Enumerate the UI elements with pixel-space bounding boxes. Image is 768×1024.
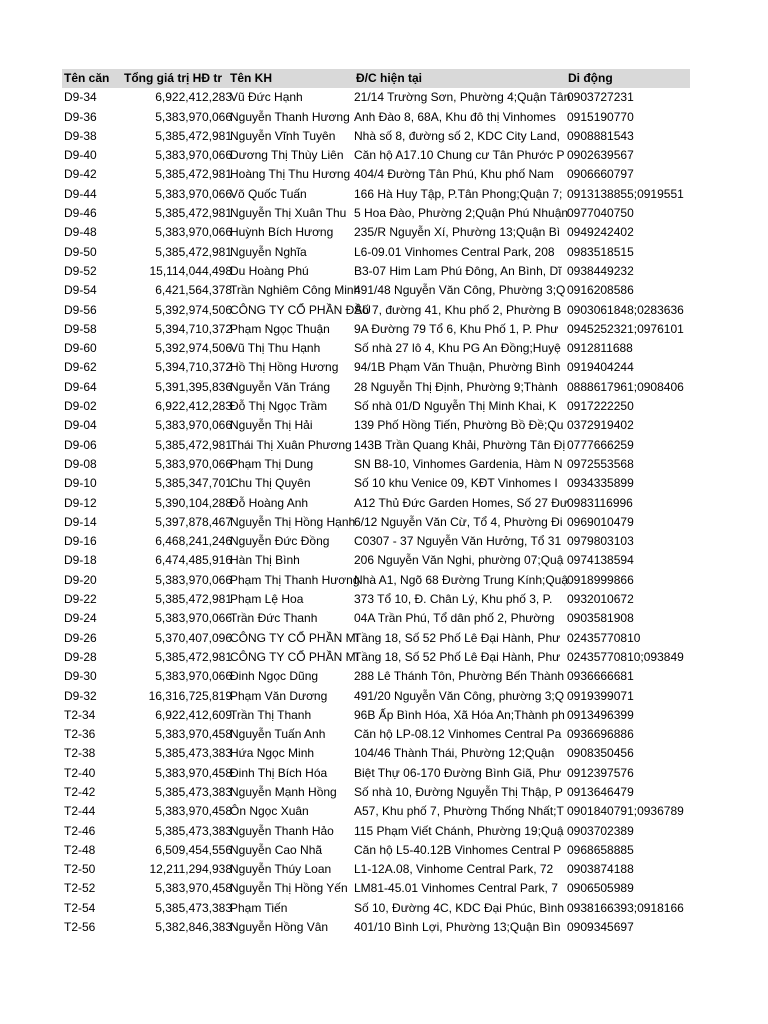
cell-ten-kh[interactable]: Võ Quốc Tuấn	[230, 186, 307, 201]
cell-ten-can[interactable]: D9-16	[64, 534, 97, 549]
cell-tong-gia-tri[interactable]: 5,397,878,467	[155, 514, 232, 529]
cell-di-dong[interactable]: 0916208586	[567, 283, 634, 298]
table-row	[62, 358, 690, 377]
cell-dia-chi[interactable]: 143B Trần Quang Khải, Phường Tân Đị	[354, 437, 566, 452]
cell-di-dong[interactable]: 0972553568	[567, 456, 634, 471]
cell-ten-kh[interactable]: Nguyễn Tuấn Anh	[230, 727, 326, 742]
header-ten-can[interactable]: Tên căn	[64, 71, 110, 85]
cell-ten-can[interactable]: T2-48	[64, 842, 96, 857]
cell-ten-kh[interactable]: Trần Đức Thanh	[230, 611, 318, 626]
cell-di-dong[interactable]: 0918999866	[567, 572, 634, 587]
table-row	[62, 667, 690, 686]
cell-ten-can[interactable]: T2-36	[64, 727, 96, 742]
cell-dia-chi[interactable]: L6-09.01 Vinhomes Central Park, 208	[354, 244, 555, 259]
cell-ten-can[interactable]: T2-42	[64, 784, 96, 799]
cell-tong-gia-tri[interactable]: 5,385,472,981	[155, 167, 232, 182]
table-row	[62, 532, 690, 551]
table-row	[62, 339, 690, 358]
cell-di-dong[interactable]: 0906505989	[567, 881, 634, 896]
cell-ten-can[interactable]: D9-06	[64, 437, 97, 452]
cell-tong-gia-tri[interactable]: 5,385,472,981	[155, 649, 232, 664]
table-row	[62, 744, 690, 763]
cell-tong-gia-tri[interactable]: 5,385,473,383	[155, 823, 232, 838]
cell-ten-kh[interactable]: Phạm Ngọc Thuận	[230, 321, 330, 336]
cell-tong-gia-tri[interactable]: 6,922,412,283	[155, 399, 232, 414]
cell-dia-chi[interactable]: Anh Đào 8, 68A, Khu đô thị Vinhomes	[354, 109, 556, 124]
cell-ten-can[interactable]: T2-40	[64, 765, 96, 780]
cell-di-dong[interactable]: 0908881543	[567, 128, 634, 143]
cell-ten-can[interactable]: D9-52	[64, 263, 97, 278]
cell-ten-can[interactable]: D9-04	[64, 418, 97, 433]
cell-ten-can[interactable]: T2-38	[64, 746, 96, 761]
cell-ten-can[interactable]: T2-54	[64, 900, 96, 915]
spreadsheet	[62, 69, 690, 937]
table-row	[62, 687, 690, 706]
cell-ten-can[interactable]: D9-34	[64, 90, 97, 105]
cell-tong-gia-tri[interactable]: 6,509,454,556	[155, 842, 232, 857]
cell-dia-chi[interactable]: 491/48 Nguyễn Văn Công, Phường 3;Q	[354, 283, 566, 298]
cell-ten-kh[interactable]: Nguyễn Vĩnh Tuyên	[230, 128, 336, 143]
cell-ten-kh[interactable]: Nguyễn Thúy Loan	[230, 862, 332, 877]
cell-tong-gia-tri[interactable]: 5,394,710,372	[155, 321, 232, 336]
table-row	[62, 551, 690, 570]
cell-di-dong[interactable]: 0909345697	[567, 920, 634, 935]
cell-dia-chi[interactable]: 288 Lê Thánh Tôn, Phường Bến Thành	[354, 669, 565, 684]
cell-di-dong[interactable]: 0936666681	[567, 669, 634, 684]
cell-di-dong[interactable]: 02435770810;093849	[567, 649, 684, 664]
cell-tong-gia-tri[interactable]: 5,383,970,066	[155, 572, 232, 587]
cell-dia-chi[interactable]: 6/12 Nguyễn Văn Cừ, Tổ 4, Phường Đi	[354, 514, 563, 529]
table-row	[62, 879, 690, 898]
cell-di-dong[interactable]: 0979803103	[567, 534, 634, 549]
cell-ten-can[interactable]: D9-24	[64, 611, 97, 626]
cell-ten-can[interactable]: D9-60	[64, 341, 97, 356]
table-row	[62, 725, 690, 744]
cell-tong-gia-tri[interactable]: 5,385,472,981	[155, 128, 232, 143]
table-row	[62, 474, 690, 493]
cell-ten-can[interactable]: D9-54	[64, 283, 97, 298]
cell-ten-kh[interactable]: Đỗ Thị Ngọc Trầm	[230, 399, 328, 414]
cell-di-dong[interactable]: 0906660797	[567, 167, 634, 182]
cell-di-dong[interactable]: 0903061848;0283636	[567, 302, 684, 317]
cell-ten-kh[interactable]: Phạm Tiến	[230, 900, 288, 915]
cell-dia-chi[interactable]: Tầng 18, Số 52 Phố Lê Đại Hành, Phư	[354, 630, 561, 645]
table-row	[62, 899, 690, 918]
cell-di-dong[interactable]: 0919399071	[567, 688, 634, 703]
cell-ten-kh[interactable]: Vũ Thị Thu Hạnh	[230, 341, 321, 356]
cell-dia-chi[interactable]: 104/46 Thành Thái, Phường 12;Quận	[354, 746, 555, 761]
cell-di-dong[interactable]: 0901840791;0936789	[567, 804, 684, 819]
table-row	[62, 185, 690, 204]
cell-di-dong[interactable]: 0938449232	[567, 263, 634, 278]
cell-ten-can[interactable]: D9-08	[64, 456, 97, 471]
table-row	[62, 281, 690, 300]
cell-ten-kh[interactable]: Nguyễn Hồng Vân	[230, 920, 329, 935]
cell-ten-can[interactable]: T2-44	[64, 804, 96, 819]
table-body	[62, 88, 690, 937]
cell-dia-chi[interactable]: Biệt Thự 06-170 Đường Bình Giã, Phư	[354, 765, 562, 780]
table-row	[62, 455, 690, 474]
cell-dia-chi[interactable]: 401/10 Bình Lợi, Phường 13;Quận Bìn	[354, 920, 561, 935]
cell-ten-can[interactable]: D9-28	[64, 649, 97, 664]
cell-ten-kh[interactable]: Hứa Ngọc Minh	[230, 746, 315, 761]
cell-tong-gia-tri[interactable]: 16,316,725,819	[148, 688, 232, 703]
cell-ten-can[interactable]: D9-20	[64, 572, 97, 587]
table-row	[62, 320, 690, 339]
cell-ten-can[interactable]: D9-18	[64, 553, 97, 568]
table-row	[62, 609, 690, 628]
table-row	[62, 262, 690, 281]
cell-ten-can[interactable]: D9-58	[64, 321, 97, 336]
cell-ten-kh[interactable]: Nguyễn Nghĩa	[230, 244, 307, 259]
table-row	[62, 88, 690, 107]
table-row	[62, 223, 690, 242]
table-row	[62, 822, 690, 841]
cell-ten-kh[interactable]: Hàn Thị Bình	[230, 553, 300, 568]
cell-tong-gia-tri[interactable]: 5,370,407,096	[155, 630, 232, 645]
table-row	[62, 204, 690, 223]
cell-ten-kh[interactable]: Nguyễn Cao Nhã	[230, 842, 323, 857]
table-row	[62, 648, 690, 667]
table-row	[62, 590, 690, 609]
cell-tong-gia-tri[interactable]: 5,394,710,372	[155, 360, 232, 375]
cell-ten-kh[interactable]: Nguyễn Mạnh Hồng	[230, 784, 337, 799]
table-row	[62, 629, 690, 648]
cell-di-dong[interactable]: 0908350456	[567, 746, 634, 761]
cell-dia-chi[interactable]: 96B Ấp Bình Hóa, Xã Hóa An;Thành ph	[354, 707, 565, 722]
cell-ten-can[interactable]: D9-26	[64, 630, 97, 645]
cell-ten-kh[interactable]: Nguyễn Thanh Hương	[230, 109, 350, 124]
cell-ten-can[interactable]: T2-56	[64, 920, 96, 935]
cell-di-dong[interactable]: 0969010479	[567, 514, 634, 529]
table-row	[62, 494, 690, 513]
table-row	[62, 436, 690, 455]
header-row	[62, 69, 690, 88]
cell-tong-gia-tri[interactable]: 5,383,970,066	[155, 611, 232, 626]
cell-dia-chi[interactable]: Nhà A1, Ngõ 68 Đường Trung Kính;Quậ	[354, 572, 569, 587]
cell-di-dong[interactable]: 0912397576	[567, 765, 634, 780]
cell-ten-can[interactable]: D9-02	[64, 399, 97, 414]
cell-dia-chi[interactable]: 94/1B Phạm Văn Thuận, Phường Bình	[354, 360, 561, 375]
cell-di-dong[interactable]: 0974138594	[567, 553, 634, 568]
table-row	[62, 783, 690, 802]
cell-ten-kh[interactable]: Phạm Thị Dung	[230, 456, 314, 471]
cell-ten-kh[interactable]: Trần Nghiêm Công Minh	[230, 283, 361, 298]
cell-di-dong[interactable]: 0919404244	[567, 360, 634, 375]
cell-ten-kh[interactable]: Hồ Thị Hồng Hương	[230, 360, 339, 375]
cell-ten-kh[interactable]: Ôn Ngọc Xuân	[230, 804, 309, 819]
cell-ten-kh[interactable]: CÔNG TY CỔ PHẦN ĐẦU	[230, 302, 371, 317]
cell-tong-gia-tri[interactable]: 5,383,970,458	[155, 727, 232, 742]
cell-di-dong[interactable]: 0777666259	[567, 437, 634, 452]
table-row	[62, 378, 690, 397]
cell-tong-gia-tri[interactable]: 5,383,970,458	[155, 765, 232, 780]
cell-ten-can[interactable]: D9-46	[64, 206, 97, 221]
cell-di-dong[interactable]: 0983116996	[567, 495, 633, 510]
cell-di-dong[interactable]: 0903581908	[567, 611, 634, 626]
cell-tong-gia-tri[interactable]: 5,392,974,506	[155, 341, 232, 356]
table-row	[62, 513, 690, 532]
cell-dia-chi[interactable]: 139 Phố Hồng Tiến, Phường Bồ Đề;Qu	[354, 418, 564, 433]
cell-dia-chi[interactable]: 166 Hà Huy Tập, P.Tân Phong;Quận 7;	[354, 186, 563, 201]
cell-ten-kh[interactable]: Phạm Thị Thanh Hương	[230, 572, 360, 587]
cell-ten-kh[interactable]: CÔNG TY CỔ PHẦN MI	[230, 630, 359, 645]
cell-di-dong[interactable]: 0912811688	[567, 341, 633, 356]
cell-dia-chi[interactable]: B3-07 Him Lam Phú Đông, An Bình, Dĩ	[354, 263, 562, 278]
cell-dia-chi[interactable]: A57, Khu phố 7, Phường Thống Nhất;T	[354, 804, 564, 819]
cell-ten-kh[interactable]: CÔNG TY CỔ PHẦN MI	[230, 649, 359, 664]
cell-tong-gia-tri[interactable]: 5,385,472,981	[155, 437, 232, 452]
cell-ten-can[interactable]: D9-12	[64, 495, 97, 510]
cell-di-dong[interactable]: 0915190770	[567, 109, 634, 124]
table-row	[62, 416, 690, 435]
cell-tong-gia-tri[interactable]: 5,385,472,981	[155, 206, 232, 221]
cell-ten-can[interactable]: T2-46	[64, 823, 96, 838]
cell-dia-chi[interactable]: Số nhà 01/D Nguyễn Thị Minh Khai, K	[354, 399, 557, 414]
cell-tong-gia-tri[interactable]: 5,383,970,458	[155, 804, 232, 819]
cell-tong-gia-tri[interactable]: 6,922,412,283	[155, 90, 232, 105]
table-row	[62, 802, 690, 821]
cell-ten-kh[interactable]: Nguyễn Thị Xuân Thu	[230, 206, 347, 221]
cell-dia-chi[interactable]: SN B8-10, Vinhomes Gardenia, Hàm N	[354, 456, 563, 471]
cell-ten-kh[interactable]: Đinh Ngọc Dũng	[230, 669, 319, 684]
cell-ten-kh[interactable]: Trần Thị Thanh	[230, 707, 312, 722]
cell-tong-gia-tri[interactable]: 5,385,473,383	[155, 784, 232, 799]
cell-ten-kh[interactable]: Vũ Đức Hạnh	[230, 90, 303, 105]
cell-dia-chi[interactable]: 28 Nguyễn Thị Định, Phường 9;Thành	[354, 379, 558, 394]
cell-ten-can[interactable]: D9-56	[64, 302, 97, 317]
cell-ten-kh[interactable]: Huỳnh Bích Hương	[230, 225, 334, 240]
cell-ten-kh[interactable]: Nguyễn Thị Hồng Hạnh	[230, 514, 356, 529]
cell-dia-chi[interactable]: Số nhà 27 lô 4, Khu PG An Đồng;Huyệ	[354, 341, 561, 356]
cell-ten-can[interactable]: D9-10	[64, 476, 97, 491]
table-row	[62, 841, 690, 860]
cell-tong-gia-tri[interactable]: 5,383,970,066	[155, 669, 232, 684]
table-row	[62, 571, 690, 590]
cell-dia-chi[interactable]: Căn hộ LP-08.12 Vinhomes Central Pa	[354, 727, 562, 742]
table-row	[62, 918, 690, 937]
table-row	[62, 108, 690, 127]
table-row	[62, 764, 690, 783]
header-ten-kh[interactable]: Tên KH	[230, 71, 272, 85]
cell-ten-kh[interactable]: Phạm Văn Dương	[230, 688, 328, 703]
cell-dia-chi[interactable]: Căn hộ L5-40.12B Vinhomes Central P	[354, 842, 562, 857]
cell-tong-gia-tri[interactable]: 12,211,294,938	[149, 862, 232, 877]
cell-dia-chi[interactable]: 206 Nguyễn Văn Nghi, phường 07;Quậ	[354, 553, 564, 568]
cell-ten-can[interactable]: D9-40	[64, 148, 97, 163]
cell-di-dong[interactable]: 0968658885	[567, 842, 634, 857]
cell-tong-gia-tri[interactable]: 5,385,473,383	[155, 746, 232, 761]
cell-dia-chi[interactable]: Số nhà 10, Đường Nguyễn Thị Thập, P	[354, 784, 563, 799]
cell-ten-kh[interactable]: Nguyễn Văn Tráng	[230, 379, 331, 394]
cell-di-dong[interactable]: 02435770810	[567, 630, 641, 645]
cell-ten-kh[interactable]: Thái Thị Xuân Phương	[230, 437, 352, 452]
cell-dia-chi[interactable]: LM81-45.01 Vinhomes Central Park, 7	[354, 881, 558, 896]
cell-tong-gia-tri[interactable]: 5,383,970,066	[155, 186, 232, 201]
table-row	[62, 397, 690, 416]
cell-dia-chi[interactable]: L1-12A.08, Vinhome Central Park, 72	[354, 862, 554, 877]
cell-di-dong[interactable]: 0372919402	[567, 418, 634, 433]
table-row	[62, 301, 690, 320]
cell-ten-can[interactable]: T2-50	[64, 862, 96, 877]
cell-tong-gia-tri[interactable]: 5,383,970,066	[155, 148, 232, 163]
cell-tong-gia-tri[interactable]: 5,385,472,981	[155, 592, 232, 607]
cell-di-dong[interactable]: 0902639567	[567, 148, 634, 163]
cell-dia-chi[interactable]: 404/4 Đường Tân Phú, Khu phố Nam	[354, 167, 554, 182]
cell-dia-chi[interactable]: Số 10, Đường 4C, KDC Đại Phúc, Bình	[354, 900, 564, 915]
cell-tong-gia-tri[interactable]: 6,474,485,916	[155, 553, 232, 568]
cell-di-dong[interactable]: 0903702389	[567, 823, 634, 838]
cell-dia-chi[interactable]: Số 7, đường 41, Khu phố 2, Phường B	[354, 302, 562, 317]
cell-di-dong[interactable]: 0903727231	[567, 90, 634, 105]
cell-di-dong[interactable]: 0949242402	[567, 225, 634, 240]
cell-ten-can[interactable]: D9-50	[64, 244, 97, 259]
cell-di-dong[interactable]: 0903874188	[567, 862, 634, 877]
cell-di-dong[interactable]: 0913646479	[567, 784, 634, 799]
cell-di-dong[interactable]: 0983518515	[567, 244, 634, 259]
cell-ten-can[interactable]: D9-42	[64, 167, 97, 182]
table-row	[62, 165, 690, 184]
cell-ten-can[interactable]: D9-62	[64, 360, 97, 375]
cell-tong-gia-tri[interactable]: 5,385,472,981	[155, 244, 232, 259]
cell-ten-kh[interactable]: Nguyễn Thị Hồng Yến	[230, 881, 348, 896]
cell-tong-gia-tri[interactable]: 15,114,044,498	[149, 263, 232, 278]
header-dia-chi[interactable]: Đ/C hiện tại	[356, 71, 423, 85]
cell-ten-kh[interactable]: Đỗ Hoàng Anh	[230, 495, 309, 510]
cell-di-dong[interactable]: 0913138855;0919551	[567, 186, 684, 201]
cell-dia-chi[interactable]: 235/R Nguyễn Xí, Phường 13;Quận Bì	[354, 225, 561, 240]
cell-tong-gia-tri[interactable]: 5,383,970,066	[155, 456, 232, 471]
cell-ten-can[interactable]: T2-34	[64, 707, 96, 722]
table-row	[62, 860, 690, 879]
cell-di-dong[interactable]: 0917222250	[567, 399, 634, 414]
cell-dia-chi[interactable]: 491/20 Nguyễn Văn Công, phường 3;Q	[354, 688, 565, 703]
cell-tong-gia-tri[interactable]: 5,391,395,836	[155, 379, 232, 394]
table-row	[62, 146, 690, 165]
cell-ten-kh[interactable]: Nguyễn Thanh Hảo	[230, 823, 334, 838]
cell-ten-can[interactable]: T2-52	[64, 881, 96, 896]
cell-di-dong[interactable]: 0936696886	[567, 727, 634, 742]
cell-ten-can[interactable]: D9-36	[64, 109, 97, 124]
cell-tong-gia-tri[interactable]: 5,392,974,506	[155, 302, 232, 317]
cell-dia-chi[interactable]: Tầng 18, Số 52 Phố Lê Đại Hành, Phư	[354, 649, 561, 664]
cell-dia-chi[interactable]: 5 Hoa Đào, Phường 2;Quận Phú Nhuận	[354, 206, 569, 221]
cell-ten-can[interactable]: D9-48	[64, 225, 97, 240]
cell-tong-gia-tri[interactable]: 5,382,846,383	[155, 920, 232, 935]
cell-tong-gia-tri[interactable]: 6,922,412,609	[155, 707, 232, 722]
cell-dia-chi[interactable]: 373 Tổ 10, Đ. Chân Lý, Khu phố 3, P.	[354, 592, 553, 607]
cell-ten-kh[interactable]: Nguyễn Thị Hải	[230, 418, 313, 433]
cell-di-dong[interactable]: 0932010672	[567, 592, 634, 607]
cell-tong-gia-tri[interactable]: 5,385,473,383	[155, 900, 232, 915]
cell-ten-kh[interactable]: Du Hoàng Phú	[230, 263, 309, 278]
header-di-dong[interactable]: Di động	[568, 71, 613, 85]
cell-dia-chi[interactable]: A12 Thủ Đức Garden Homes, Số 27 Đư	[354, 495, 568, 510]
cell-tong-gia-tri[interactable]: 5,390,104,288	[155, 495, 232, 510]
cell-dia-chi[interactable]: 9A Đường 79 Tổ 6, Khu Phố 1, P. Phư	[354, 321, 559, 336]
cell-ten-kh[interactable]: Chu Thị Quyên	[230, 476, 311, 491]
cell-ten-can[interactable]: D9-64	[64, 379, 97, 394]
cell-tong-gia-tri[interactable]: 5,383,970,458	[155, 881, 232, 896]
cell-tong-gia-tri[interactable]: 6,468,241,246	[155, 534, 232, 549]
cell-ten-can[interactable]: D9-30	[64, 669, 97, 684]
cell-ten-kh[interactable]: Đinh Thị Bích Hóa	[230, 765, 328, 780]
cell-dia-chi[interactable]: Số 10 khu Venice 09, KĐT Vinhomes I	[354, 476, 558, 491]
cell-di-dong[interactable]: 0938166393;0918166	[567, 900, 684, 915]
cell-ten-can[interactable]: D9-44	[64, 186, 97, 201]
cell-dia-chi[interactable]: 04A Trần Phú, Tổ dân phố 2, Phường	[354, 611, 555, 626]
cell-di-dong[interactable]: 0977040750	[567, 206, 634, 221]
cell-tong-gia-tri[interactable]: 5,383,970,066	[155, 225, 232, 240]
cell-ten-can[interactable]: D9-22	[64, 592, 97, 607]
cell-tong-gia-tri[interactable]: 6,421,564,378	[155, 283, 232, 298]
cell-ten-can[interactable]: D9-38	[64, 128, 97, 143]
cell-dia-chi[interactable]: Căn hộ A17.10 Chung cư Tân Phước P	[354, 148, 565, 163]
cell-ten-kh[interactable]: Hoàng Thị Thu Hương	[230, 167, 351, 182]
table-row	[62, 706, 690, 725]
cell-ten-can[interactable]: D9-32	[64, 688, 97, 703]
cell-di-dong[interactable]: 0913496399	[567, 707, 634, 722]
cell-dia-chi[interactable]: 115 Phạm Viết Chánh, Phường 19;Quậ	[354, 823, 564, 838]
cell-di-dong[interactable]: 0888617961;0908406	[567, 379, 684, 394]
cell-ten-kh[interactable]: Phạm Lệ Hoa	[230, 592, 304, 607]
cell-dia-chi[interactable]: C0307 - 37 Nguyễn Văn Hưởng, Tổ 31	[354, 534, 562, 549]
cell-tong-gia-tri[interactable]: 5,383,970,066	[155, 418, 232, 433]
cell-ten-kh[interactable]: Dương Thị Thùy Liên	[230, 148, 344, 163]
cell-ten-kh[interactable]: Nguyễn Đức Đồng	[230, 534, 330, 549]
cell-ten-can[interactable]: D9-14	[64, 514, 97, 529]
cell-dia-chi[interactable]: Nhà số 8, đường số 2, KDC City Land,	[354, 128, 561, 143]
cell-tong-gia-tri[interactable]: 5,385,347,701	[155, 476, 232, 491]
cell-di-dong[interactable]: 0945252321;0976101	[567, 321, 684, 336]
header-tong-gia-tri[interactable]: Tổng giá trị HĐ tr	[124, 71, 222, 85]
cell-tong-gia-tri[interactable]: 5,383,970,066	[155, 109, 232, 124]
cell-di-dong[interactable]: 0934335899	[567, 476, 634, 491]
table-row	[62, 127, 690, 146]
table-row	[62, 243, 690, 262]
cell-dia-chi[interactable]: 21/14 Trường Sơn, Phường 4;Quận Tân	[354, 90, 571, 105]
